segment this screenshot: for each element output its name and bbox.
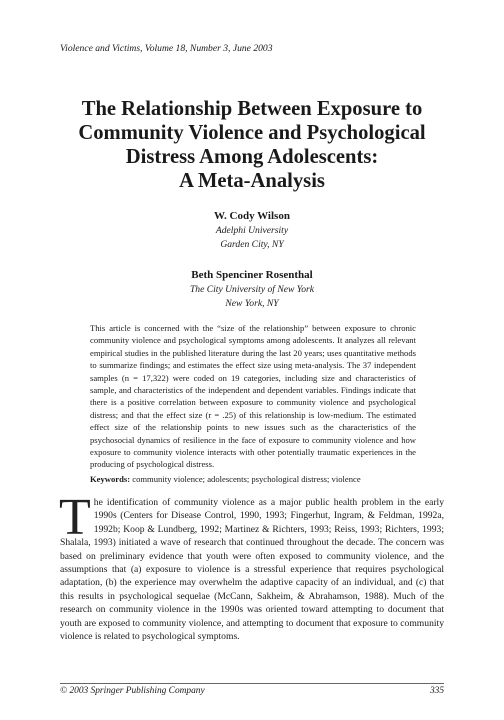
keywords-line <box>90 474 361 484</box>
author-block-1 <box>60 209 444 252</box>
author-name: W. Cody Wilson <box>214 210 290 222</box>
body-text: he identification of community violence as a major public health problem in the early 1990s (Centers for Disease Control, 1990, 1993; Fingerhut, Ingram, & Feldman, 1992a, 1992b; Koop & Lundberg, 1992; Martinez & Richters, 1993; Reiss, 1993; Richters, 1993; Shalala, 1993) initiated a wave of research that continued throughout the decade. The concern was based on preliminary evidence that youth were often exposed to community violence, and the assumptions that (a) exposure to violence is a stressful experience that requires psychological adaptation, (b) the experience may overwhelm the adaptive capacity of an individual, and (c) that this results in psychological sequelae (McCann, Sakheim, & Abrahamson, 1988). Much of the research on community violence in the 1990s was oriented toward attempting to document that youth are exposed to community violence, and attempting to document that exposure to community violence is related to psychological symptoms. <box>60 497 444 643</box>
author-location: Garden City, NY <box>220 239 284 250</box>
body-paragraph <box>59 489 444 643</box>
author-name: Beth Spenciner Rosenthal <box>191 269 313 281</box>
author-affiliation: The City University of New York <box>189 284 315 295</box>
article-title <box>60 97 444 193</box>
footer-divider <box>60 683 444 684</box>
title-line: Distress Among Adolescents: <box>125 146 379 168</box>
keywords-list: community violence; adolescents; psychological distress; violence <box>132 474 361 484</box>
title-line: The Relationship Between Exposure to <box>81 98 423 120</box>
page-number: 335 <box>429 686 444 696</box>
author-affiliation: Adelphi University <box>215 225 289 236</box>
author-block-2 <box>60 268 444 311</box>
title-line: A Meta-Analysis <box>179 170 325 192</box>
journal-header: Violence and Victims, Volume 18, Number 3, June 2003 <box>60 43 273 54</box>
keywords-label: Keywords: <box>90 474 131 484</box>
abstract: This article is concerned with the “size of the relationship” between exposure to chronic community violence and psychological symptoms among adolescents. It analyzes all relevant empirical studies in the published literature during the last 20 years; uses quantitative methods to summarize findings; and estimates the effect size using meta-analysis. The 37 independent samples (n = 17,322) were coded on 19 categories, including size and characteristics of sample, and characteristics of the independent and dependent variables. Findings indicate that there is a positive correlation between exposure to community violence and psychological distress; and that the effect size (r = .25) of this relationship is low-medium. The estimated effect size of the relationship points to new issues such as the characteristics of the psychosocial dynamics of resilience in the face of exposure to community violence and how exposure to community violence interacts with other potentially traumatic experiences in the producing of psychological distress. <box>90 323 416 470</box>
author-location: New York, NY <box>225 298 279 309</box>
drop-cap: T <box>59 489 91 546</box>
title-line: Community Violence and Psychological <box>78 122 426 144</box>
footer-copyright: © 2003 Springer Publishing Company <box>60 686 205 696</box>
